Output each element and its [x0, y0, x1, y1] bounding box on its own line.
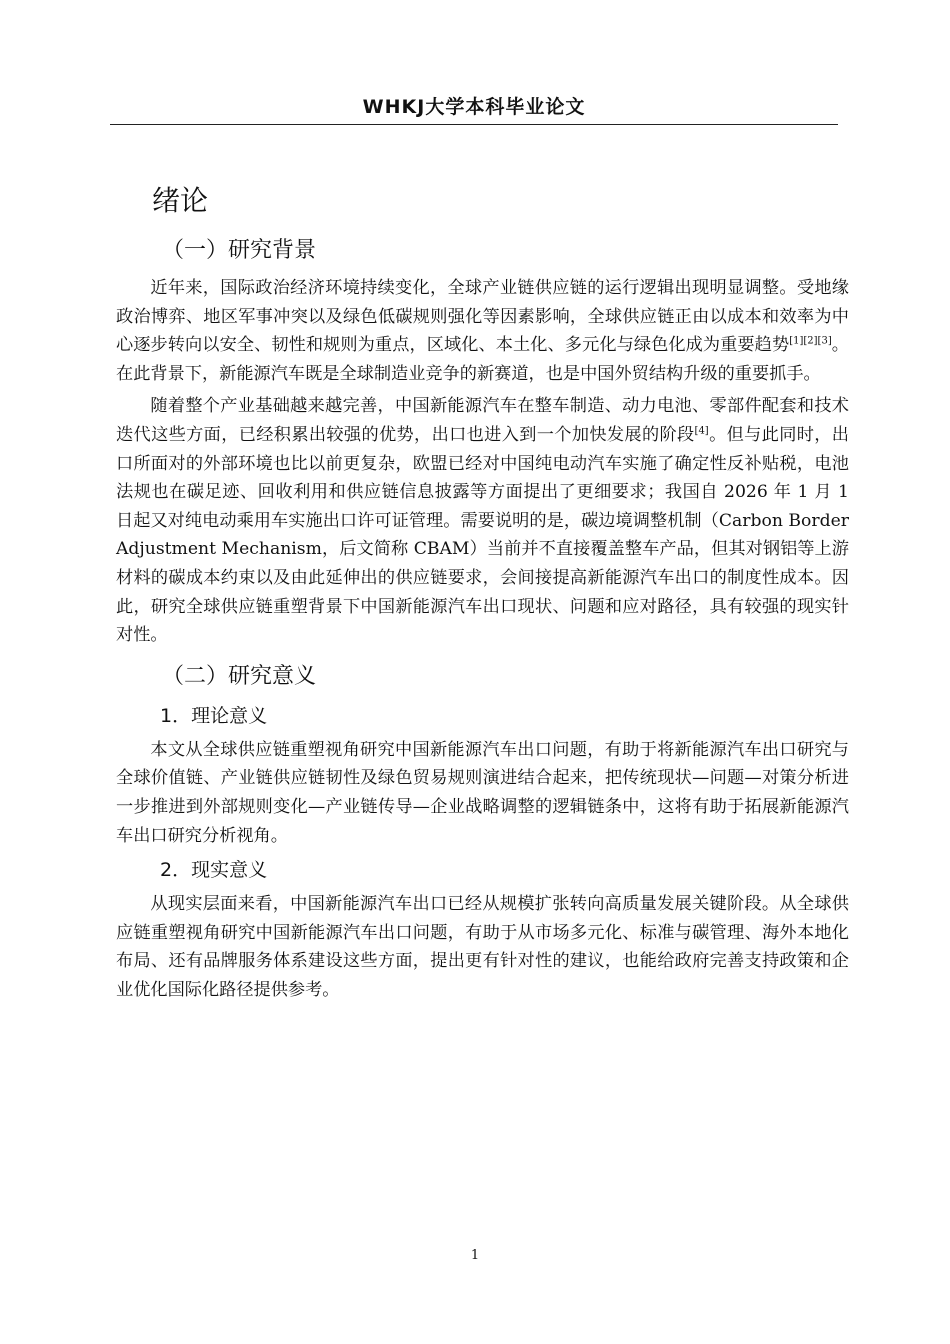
paragraph-theory: 本文从全球供应链重塑视角研究中国新能源汽车出口问题，有助于将新能源汽车出口研究与全球价值链、产业链供应链韧性及绿色贸易规则演进结合起来，把传统现状—问题—对策分析进一步推进到外部规则变化—产业链传导—企业战略调整的逻辑链条中，这将有助于拓展新能源汽车出口研究分析视角。	[116, 739, 849, 846]
paragraph-text: 随着整个产业基础越来越完善，中国新能源汽车在整车制造、动力电池、零部件配套和技术迭代这些方面，已经积累出较强的优势，出口也进入到一个加快发展的阶段	[116, 396, 849, 445]
paragraph-text: 。在此背景下，新能源汽车既是全球制造业竞争的新赛道，也是中国外贸结构升级的重要抓手。	[116, 335, 849, 384]
section-title-significance: （二）研究意义	[162, 663, 317, 689]
subsection-title-theory: 1．理论意义	[160, 704, 268, 727]
section-title-background: （一）研究背景	[162, 238, 317, 263]
paragraph-text: 近年来，国际政治经济环境持续变化，全球产业链供应链的运行逻辑出现明显调整。受地缘政治博弈、地区军事冲突以及绿色低碳规则强化等因素影响，全球供应链正由以成本和效率为中心逐步转向以安全、韧性和规则为重点，区域化、本土化、多元化与绿色化成为重要趋势	[116, 278, 849, 356]
paragraph-background-1	[116, 274, 849, 388]
citation-ref: [1][2][3]	[789, 335, 832, 347]
paragraph-text: 。但与此同时，出口所面对的外部环境也比以前更复杂，欧盟已经对中国纯电动汽车实施了确定性反补贴税，电池法规也在碳足迹、回收利用和供应链信息披露等方面提出了更细要求；我国自 2026 年 1 月 1 日起又对纯电动乘用车实施出口许可证管理。需要说明的是，碳边境调整机制（Carbon Border Adjustment Mechanism，后文简称 CBAM）当前并不直接覆盖整车产品，但其对钢铝等上游材料的碳成本约束以及由此延伸出的供应链要求，会间接提高新能源汽车出口的制度性成本。因此，研究全球供应链重塑背景下中国新能源汽车出口现状、问题和应对路径，具有较强的现实针对性。	[116, 424, 849, 646]
paragraph-background-2	[116, 392, 849, 649]
running-header: WHKJ大学本科毕业论文	[362, 96, 586, 118]
chapter-title: 绪论	[152, 184, 209, 217]
page-content	[116, 178, 849, 1008]
header-rule	[110, 124, 838, 125]
citation-ref: [4]	[694, 425, 709, 437]
page-number: 1	[470, 1248, 480, 1263]
paragraph-practice: 从现实层面来看，中国新能源汽车出口已经从规模扩张转向高质量发展关键阶段。从全球供应链重塑视角研究中国新能源汽车出口问题，有助于从市场多元化、标准与碳管理、海外本地化布局、还有品牌服务体系建设这些方面，提出更有针对性的建议，也能给政府完善支持政策和企业优化国际化路径提供参考。	[116, 894, 849, 1000]
subsection-title-practice: 2．现实意义	[160, 859, 268, 882]
